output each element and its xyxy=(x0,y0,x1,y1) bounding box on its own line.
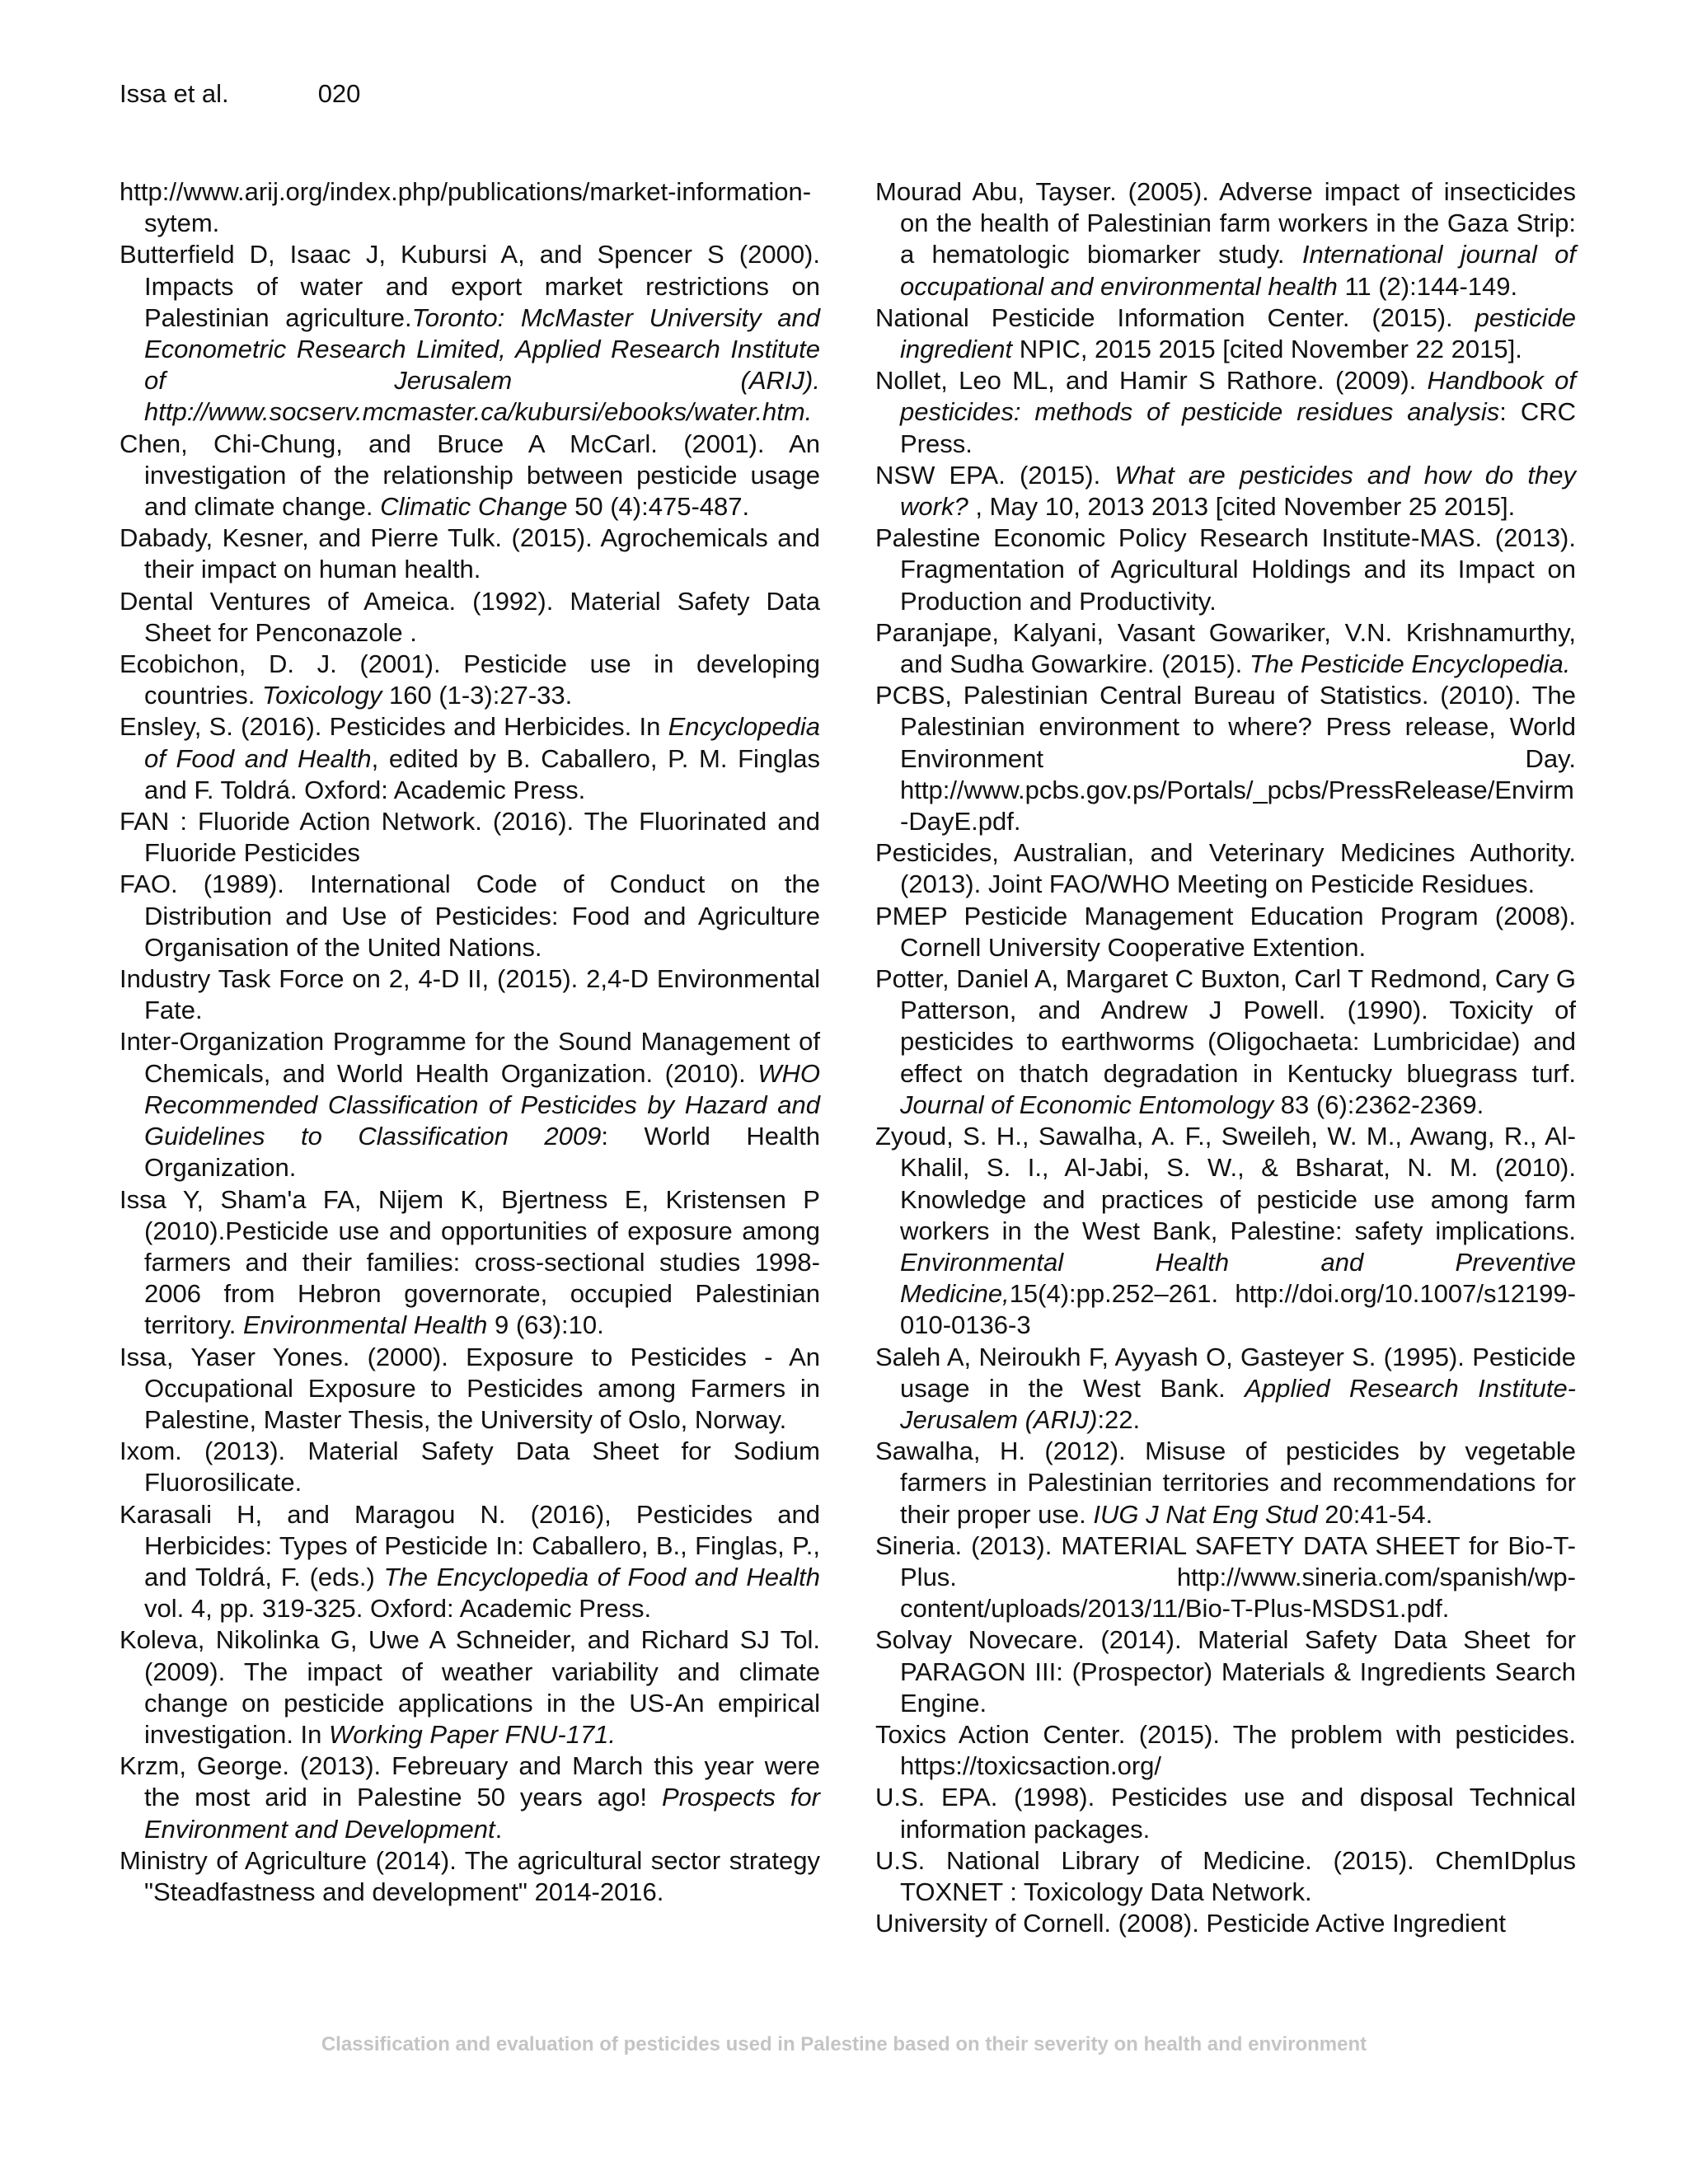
reference-entry xyxy=(120,869,820,963)
reference-text: 50 (4):475-487. xyxy=(567,492,750,522)
reference-entry xyxy=(875,302,1576,365)
reference-text: Issa, Yaser Yones. (2000). Exposure to Pesticides - An Occupational Exposure to Pesticides among Farmers in Palestine, Master Thesis, the University of Oslo, Norway. xyxy=(120,1342,820,1434)
reference-entry xyxy=(120,963,820,1026)
reference-entry xyxy=(875,460,1576,523)
reference-text: Mourad Abu, Tayser. (2005). Adverse impact of insecticides on the health of Palestinian farm workers in the Gaza Strip: a hematologic biomarker study. xyxy=(875,177,1576,269)
reference-text: Koleva, Nikolinka G, Uwe A Schneider, and Richard SJ Tol. (2009). The impact of weather variability and climate change on pesticide applications in the US-An empirical investigation. In xyxy=(120,1625,820,1749)
reference-italic-text: WHO Recommended Classification of Pesticides by Hazard and Guidelines to Classification 2009 xyxy=(144,1058,820,1151)
reference-entry xyxy=(875,1436,1576,1530)
reference-text: U.S. National Library of Medicine. (2015). ChemIDplus TOXNET : Toxicology Data Network. xyxy=(875,1845,1576,1906)
reference-text: 20:41-54. xyxy=(1317,1499,1433,1529)
reference-text: Pesticides, Australian, and Veterinary Medicines Authority. (2013). Joint FAO/WHO Meeting on Pesticide Residues. xyxy=(875,838,1576,899)
reference-text: , edited by B. Caballero, P. M. Finglas and F. Toldrá. Oxford: Academic Press. xyxy=(144,743,820,804)
reference-text: U.S. EPA. (1998). Pesticides use and disposal Technical information packages. xyxy=(875,1783,1576,1844)
reference-text: Industry Task Force on 2, 4-D II, (2015). 2,4-D Environmental Fate. xyxy=(120,964,820,1025)
reference-italic-text: Prospects for Environment and Development xyxy=(144,1783,820,1844)
reference-text: Butterfield D, Isaac J, Kubursi A, and Spencer S (2000). Impacts of water and export market restrictions on Palestinian agriculture. xyxy=(120,240,820,332)
reference-italic-text: The Encyclopedia of Food and Health xyxy=(383,1562,820,1591)
reference-text: Toxics Action Center. (2015). The problem with pesticides. https://toxicsaction.org/ xyxy=(875,1719,1576,1781)
reference-text: Saleh A, Neiroukh F, Ayyash O, Gasteyer S. (1995). Pesticide usage in the West Bank. xyxy=(875,1342,1576,1403)
references-left-column xyxy=(120,176,820,1908)
reference-italic-text: Working Paper FNU-171. xyxy=(329,1719,617,1749)
reference-text: NPIC, 2015 2015 [cited November 22 2015]. xyxy=(1012,335,1522,364)
reference-text: Zyoud, S. H., Sawalha, A. F., Sweileh, W. M., Awang, R., Al-Khalil, S. I., Al-Jabi, S. W., & Bsharat, N. M. (2010). Knowledge and practices of pesticide use among farm workers in the West Bank, Palestine: safety implications. xyxy=(875,1122,1576,1245)
reference-entry xyxy=(875,1624,1576,1719)
reference-entry xyxy=(120,1845,820,1908)
reference-text: : World Health Organization. xyxy=(144,1122,821,1183)
reference-entry xyxy=(120,176,820,239)
reference-italic-text: IUG J Nat Eng Stud xyxy=(1093,1499,1318,1529)
reference-entry xyxy=(875,176,1576,302)
reference-text: Issa Y, Sham'a FA, Nijem K, Bjertness E, Kristensen P (2010).Pesticide use and opportunities of exposure among farmers and their families: cross-sectional studies 1998-2006 from Hebron governorate, occupied Palestinian territory. xyxy=(120,1184,820,1340)
reference-entry xyxy=(875,901,1576,963)
reference-entry xyxy=(875,837,1576,900)
reference-entry xyxy=(875,1121,1576,1341)
reference-entry xyxy=(120,1499,820,1625)
reference-italic-text: The Pesticide Encyclopedia. xyxy=(1249,649,1571,679)
reference-entry xyxy=(875,365,1576,460)
reference-entry xyxy=(875,1908,1576,1939)
reference-entry xyxy=(875,1342,1576,1436)
reference-text: PMEP Pesticide Management Education Program (2008). Cornell University Cooperative Extention. xyxy=(875,901,1576,962)
reference-text: Krzm, George. (2013). Febreuary and March this year were the most arid in Palestine 50 years ago! xyxy=(120,1751,820,1812)
reference-text: 11 (2):144-149. xyxy=(1337,271,1518,301)
reference-italic-text: Applied Research Institute-Jerusalem (ARIJ) xyxy=(900,1373,1577,1434)
reference-entry xyxy=(120,806,820,869)
reference-entry xyxy=(875,1845,1576,1908)
reference-entry xyxy=(120,649,820,711)
reference-text: , May 10, 2013 2013 [cited November 25 2015]. xyxy=(968,492,1516,522)
reference-entry xyxy=(120,1342,820,1436)
reference-entry xyxy=(875,1530,1576,1625)
reference-entry xyxy=(120,523,820,585)
reference-text: Ecobichon, D. J. (2001). Pesticide use in developing countries. xyxy=(120,649,820,710)
reference-text: Nollet, Leo ML, and Hamir S Rathore. (2009). xyxy=(875,366,1428,396)
reference-text: :22. xyxy=(1097,1404,1141,1434)
reference-text: Karasali H, and Maragou N. (2016), Pesticides and Herbicides: Types of Pesticide In: Caballero, B., Finglas, P., and Toldrá, F. (eds.) xyxy=(120,1499,820,1591)
reference-text: Chen, Chi-Chung, and Bruce A McCarl. (2001). An investigation of the relationship between pesticide usage and climate change. xyxy=(120,429,820,522)
reference-text: . xyxy=(495,1814,503,1844)
references-right-column xyxy=(875,176,1576,1939)
reference-text: vol. 4, pp. 319-325. Oxford: Academic Press. xyxy=(144,1594,652,1624)
reference-text: Solvay Novecare. (2014). Material Safety Data Sheet for PARAGON III: (Prospector) Materials & Ingredients Search Engine. xyxy=(875,1625,1576,1718)
page-number: 020 xyxy=(317,79,361,108)
reference-entry xyxy=(120,1184,820,1342)
reference-italic-text: Encyclopedia of Food and Health xyxy=(144,712,820,773)
reference-text: Sineria. (2013). MATERIAL SAFETY DATA SHEET for Bio-T- Plus. http://www.sineria.com/spanish/wp-content/uploads/2013/11/Bio-T-Plus-MSDS1.pdf. xyxy=(875,1530,1576,1624)
reference-text: NSW EPA. (2015). xyxy=(875,460,1115,490)
reference-text: Palestine Economic Policy Research Institute-MAS. (2013). Fragmentation of Agricultural Holdings and its Impact on Production and Productivity. xyxy=(875,523,1576,616)
reference-italic-text: Environmental Health xyxy=(243,1310,488,1340)
reference-text: Inter-Organization Programme for the Sound Management of Chemicals, and World Health Organization. (2010). xyxy=(120,1027,820,1088)
reference-text: PCBS, Palestinian Central Bureau of Statistics. (2010). The Palestinian environment to where? Press release, World Environment Day. http://www.pcbs.gov.ps/Portals/_pcbs/PressRelease/Envirm-DayE.pdf. xyxy=(875,681,1576,837)
reference-entry xyxy=(875,617,1576,680)
reference-entry xyxy=(875,1782,1576,1844)
reference-entry xyxy=(120,1750,820,1845)
reference-text: Sawalha, H. (2012). Misuse of pesticides by vegetable farmers in Palestinian territories and recommendations for their proper use. xyxy=(875,1436,1576,1529)
reference-entry xyxy=(120,1026,820,1183)
reference-text: 15(4):pp.252–261. http://doi.org/10.1007/s12199-010-0136-3 xyxy=(900,1279,1576,1340)
reference-text: 83 (6):2362-2369. xyxy=(1273,1090,1484,1119)
reference-text: Paranjape, Kalyani, Vasant Gowariker, V.N. Krishnamurthy, and Sudha Gowarkire. (2015). xyxy=(875,617,1576,679)
reference-text: University of Cornell. (2008). Pesticide Active Ingredient xyxy=(875,1909,1507,1938)
reference-italic-text: What are pesticides and how do they work? xyxy=(900,460,1576,522)
reference-text: 160 (1-3):27-33. xyxy=(382,681,573,710)
reference-entry xyxy=(120,711,820,806)
page-footer: Classification and evaluation of pesticides used in Palestine based on their severity on health and environment xyxy=(321,2033,1367,2055)
reference-text: National Pesticide Information Center. (2015). xyxy=(875,302,1475,332)
reference-text: Dental Ventures of Ameica. (1992). Material Safety Data Sheet for Penconazole . xyxy=(120,586,820,647)
reference-text: FAO. (1989). International Code of Conduct on the Distribution and Use of Pesticides: Food and Agriculture Organisation of the United Nations. xyxy=(120,869,820,962)
reference-entry xyxy=(875,680,1576,837)
reference-entry xyxy=(875,1719,1576,1782)
reference-entry xyxy=(120,429,820,523)
reference-text: Ensley, S. (2016). Pesticides and Herbicides. In xyxy=(120,712,668,742)
reference-italic-text: Environmental Health and Preventive Medicine, xyxy=(900,1247,1576,1309)
reference-italic-text: pesticide ingredient xyxy=(900,302,1576,364)
reference-text: http://www.arij.org/index.php/publications/market-information-sytem. xyxy=(120,177,812,238)
reference-text: 9 (63):10. xyxy=(487,1310,604,1340)
reference-italic-text: Journal of Economic Entomology xyxy=(900,1090,1274,1119)
reference-entry xyxy=(120,1624,820,1750)
reference-entry xyxy=(120,239,820,428)
reference-text: FAN : Fluoride Action Network. (2016). The Fluorinated and Fluoride Pesticides xyxy=(120,807,820,868)
reference-entry xyxy=(120,1436,820,1498)
reference-text: Ministry of Agriculture (2014). The agricultural sector strategy "Steadfastness and development" 2014-2016. xyxy=(120,1845,820,1906)
reference-italic-text: International journal of occupational and environmental health xyxy=(900,240,1576,301)
reference-text: : CRC Press. xyxy=(900,397,1576,458)
reference-entry xyxy=(875,963,1576,1121)
reference-text: Potter, Daniel A, Margaret C Buxton, Carl T Redmond, Cary G Patterson, and Andrew J Powell. (1990). Toxicity of pesticides to earthworms (Oligochaeta: Lumbricidae) and effect on thatch degradation in Kentucky bluegrass turf. xyxy=(875,964,1577,1088)
header-authors: Issa et al. xyxy=(120,79,229,108)
running-header xyxy=(120,78,360,110)
reference-italic-text: Toronto: McMaster University and Econometric Research Limited, Applied Research Institute of Jerusalem (ARIJ). http://www.socserv.mcmaster.ca/kubursi/ebooks/water.htm. xyxy=(144,302,820,427)
reference-text: Ixom. (2013). Material Safety Data Sheet for Sodium Fluorosilicate. xyxy=(120,1436,820,1497)
reference-text: Dabady, Kesner, and Pierre Tulk. (2015). Agrochemicals and their impact on human health. xyxy=(120,523,820,584)
reference-entry xyxy=(120,586,820,649)
reference-entry xyxy=(875,523,1576,617)
reference-italic-text: Handbook of pesticides: methods of pesticide residues analysis xyxy=(900,366,1576,427)
reference-italic-text: Toxicology xyxy=(262,681,382,710)
reference-italic-text: Climatic Change xyxy=(380,492,568,522)
